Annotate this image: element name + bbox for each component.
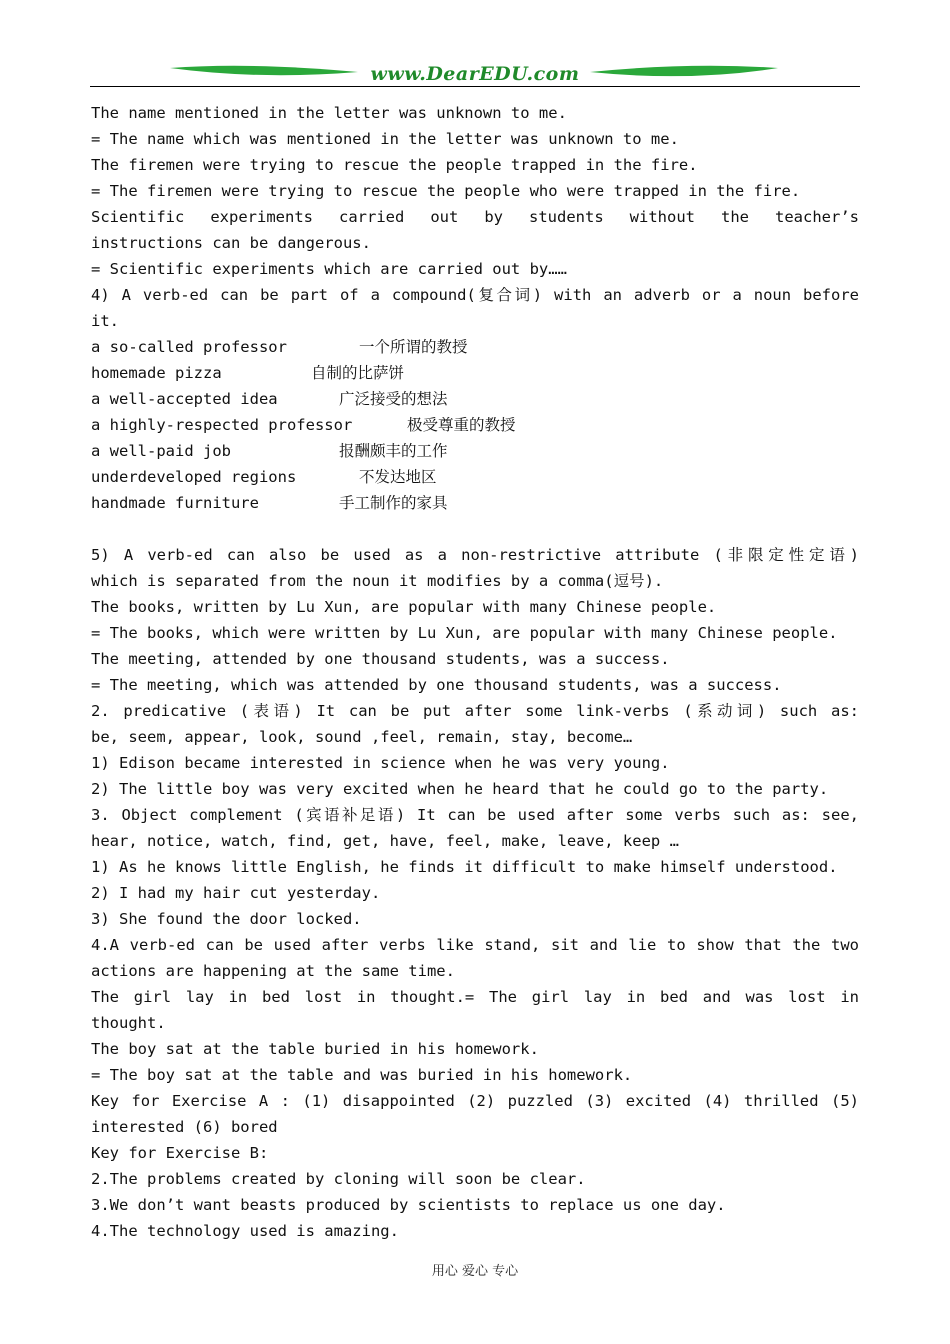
compound-chinese: 一个所谓的教授 [359, 338, 468, 356]
text-line: The books, written by Lu Xun, are popular with many Chinese people. [91, 598, 717, 616]
compound-chinese: 自制的比萨饼 [311, 364, 405, 382]
document-body [91, 100, 859, 1244]
text-line: = The boy sat at the table and was buried in his homework. [91, 1066, 633, 1084]
text-line: interested (6) bored [91, 1118, 278, 1136]
text-line: 4.The technology used is amazing. [91, 1222, 399, 1240]
blank-line [91, 516, 859, 542]
compound-english: a so-called professor [91, 338, 287, 356]
text-line: The firemen were trying to rescue the people trapped in the fire. [91, 156, 698, 174]
compound-english: underdeveloped regions [91, 468, 297, 486]
compound-english: handmade furniture [91, 494, 259, 512]
text-line: 2. predicative (表语) It can be put after some link-verbs (系动词) such as: [91, 702, 859, 720]
compound-row [91, 412, 859, 438]
text-line: = The firemen were trying to rescue the people who were trapped in the fire. [91, 182, 801, 200]
text-line: The name mentioned in the letter was unknown to me. [91, 104, 567, 122]
text-line: 1) Edison became interested in science when he was very young. [91, 754, 670, 772]
compound-chinese: 报酬颇丰的工作 [339, 442, 448, 460]
text-line: Key for Exercise B: [91, 1144, 269, 1162]
compound-english: a well-accepted idea [91, 390, 278, 408]
text-line: The boy sat at the table buried in his homework. [91, 1040, 539, 1058]
text-line: 3.We don’t want beasts produced by scientists to replace us one day. [91, 1196, 726, 1214]
text-line: 1) As he knows little English, he finds it difficult to make himself understood. [91, 858, 838, 876]
compound-chinese: 不发达地区 [359, 468, 437, 486]
site-header [90, 60, 860, 92]
text-line: 2) I had my hair cut yesterday. [91, 884, 381, 902]
text-line: The girl lay in bed lost in thought.= The girl lay in bed and was lost in [91, 988, 859, 1006]
text-line: hear, notice, watch, find, get, have, feel, make, leave, keep … [91, 832, 679, 850]
text-line: Key for Exercise A : (1) disappointed (2) puzzled (3) excited (4) thrilled (5) [91, 1092, 859, 1110]
text-line: = The meeting, which was attended by one thousand students, was a success. [91, 676, 782, 694]
text-line: which is separated from the noun it modifies by a comma(逗号). [91, 572, 664, 590]
compound-chinese: 广泛接受的想法 [339, 390, 448, 408]
text-line: 3. Object complement (宾语补足语) It can be used after some verbs such as: see, [91, 806, 859, 824]
compound-english: a well-paid job [91, 442, 231, 460]
text-line: 4.A verb-ed can be used after verbs like stand, sit and lie to show that the two [91, 936, 859, 954]
text-line: 2) The little boy was very excited when he heard that he could go to the party. [91, 780, 829, 798]
compound-row [91, 464, 859, 490]
site-logo-text: www.DearEDU.com [370, 63, 580, 85]
text-line: 3) She found the door locked. [91, 910, 362, 928]
text-line: instructions can be dangerous. [91, 234, 371, 252]
compound-english: homemade pizza [91, 364, 222, 382]
compound-chinese: 极受尊重的教授 [407, 416, 516, 434]
compound-row [91, 386, 859, 412]
text-line: 5) A verb-ed can also be used as a non-restrictive attribute (非限定性定语) [91, 546, 859, 564]
text-line: it. [91, 312, 119, 330]
compound-row [91, 334, 859, 360]
text-line: 2.The problems created by cloning will soon be clear. [91, 1170, 586, 1188]
text-line: actions are happening at the same time. [91, 962, 455, 980]
text-line: 4) A verb-ed can be part of a compound(复合词) with an adverb or a noun before [91, 286, 859, 304]
text-line: thought. [91, 1014, 166, 1032]
compound-chinese: 手工制作的家具 [339, 494, 448, 512]
text-line: be, seem, appear, look, sound ,feel, remain, stay, become… [91, 728, 633, 746]
text-line: = The name which was mentioned in the letter was unknown to me. [91, 130, 679, 148]
compound-english: a highly-respected professor [91, 416, 353, 434]
compound-row [91, 438, 859, 464]
page-footer: 用心 爱心 专心 [431, 1264, 519, 1279]
text-line: The meeting, attended by one thousand students, was a success. [91, 650, 670, 668]
header-rule [90, 86, 860, 87]
text-line: = The books, which were written by Lu Xun, are popular with many Chinese people. [91, 624, 838, 642]
text-line: = Scientific experiments which are carried out by…… [91, 260, 567, 278]
compound-row [91, 360, 859, 386]
compound-row [91, 490, 859, 516]
text-line: Scientific experiments carried out by students without the teacher’s [91, 208, 859, 226]
